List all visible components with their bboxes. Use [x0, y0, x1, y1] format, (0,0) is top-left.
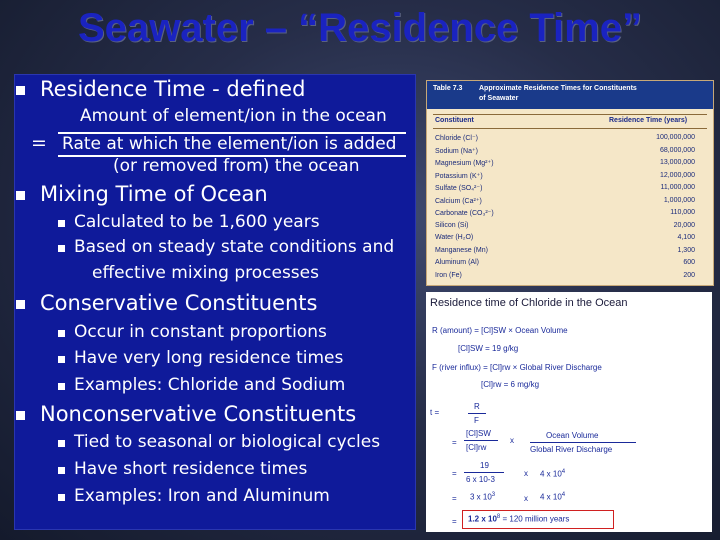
cl-sw: [Cl]SW — [466, 429, 491, 438]
row-constituent: Sodium (Na⁺) — [435, 147, 478, 155]
calc-line-1: R (amount) = [Cl]SW × Ocean Volume — [432, 326, 568, 335]
times-1: x — [510, 436, 514, 445]
table-row — [427, 171, 713, 183]
sub-bullet-square — [58, 245, 65, 252]
bullet-mixing: Mixing Time of Ocean — [40, 182, 268, 206]
row-constituent: Chloride (Cl⁻) — [435, 135, 478, 142]
table-row — [427, 133, 713, 145]
sub-bullet-square — [58, 356, 65, 363]
row-time: 200 — [683, 271, 695, 279]
row-time: 13,000,000 — [659, 159, 695, 166]
six-e-neg3: 6 x 10-3 — [466, 475, 495, 484]
nonconservative-sub-2: Have short residence times — [74, 459, 308, 479]
bullet-square — [16, 300, 25, 309]
row-time: 1,000,000 — [663, 196, 695, 204]
row-time: 11,000,000 — [660, 184, 695, 191]
row-constituent: Manganese (Mn) — [435, 246, 488, 254]
four-e4-b: 4 x $10^4$ — [540, 492, 566, 502]
row-time: 12,000,000 — [659, 171, 695, 179]
sub-bullet-square — [58, 494, 65, 501]
bullet-nonconservative: Nonconservative Constituents — [40, 402, 357, 426]
row-constituent: Water (H₂O) — [435, 234, 474, 241]
table-row — [427, 271, 713, 283]
table-row — [427, 196, 713, 208]
table-header — [427, 81, 713, 109]
table-row — [427, 246, 713, 258]
table-row — [427, 233, 713, 245]
sub-bullet-square — [58, 440, 65, 447]
calc-line-3: F (river influx) = [Cl]rw × Global River Discharge — [432, 363, 602, 372]
table-row — [427, 258, 713, 270]
row-constituent: Silicon (Si) — [435, 221, 469, 229]
result-value: 1.2 x $10^8 = 120$ million years — [468, 514, 570, 524]
table-caption: Approximate Residence Times for Constituents — [479, 85, 637, 92]
row-time: 600 — [683, 259, 695, 266]
table-caption-2: of Seawater — [479, 95, 519, 102]
ocean-volume: Ocean Volume — [546, 431, 599, 440]
row-time: 4,100 — [677, 234, 695, 241]
nonconservative-sub-1: Tied to seasonal or biological cycles — [74, 432, 381, 452]
bullet-residence: Residence Time - defined — [40, 77, 306, 101]
row-constituent: Carbonate (CO₃²⁻) — [435, 210, 494, 217]
sub-bullet-square — [58, 467, 65, 474]
column-constituent: Constituent — [435, 117, 474, 124]
three-e3: 3 x $10^3$ — [470, 492, 496, 502]
row-constituent: Calcium (Ca²⁺) — [435, 197, 482, 205]
slide-title: Seawater – “Residence Time” — [78, 6, 642, 50]
f-symbol: F — [474, 416, 479, 425]
row-constituent: Potassium (K⁺) — [435, 172, 483, 180]
row-time: 110,000 — [670, 209, 695, 216]
four-e4: 4 x $10^4$ — [540, 469, 566, 479]
chloride-calculation — [426, 292, 712, 532]
table-row — [427, 183, 713, 195]
table-row — [427, 158, 713, 170]
equals-4: = — [452, 517, 457, 526]
column-time: Residence Time (years) — [609, 117, 688, 124]
times-3: x — [524, 494, 528, 503]
nineteen: 19 — [480, 461, 489, 470]
t-equals: t = — [430, 408, 440, 417]
bullet-square — [16, 411, 25, 420]
conservative-sub-2: Have very long residence times — [74, 348, 344, 368]
sub-bullet-square — [58, 220, 65, 227]
table-number: Table 7.3 — [433, 85, 463, 92]
row-time: 100,000,000 — [656, 134, 695, 141]
row-time: 68,000,000 — [659, 146, 695, 154]
definition-denominator-1: Rate at which the element/ion is added — [62, 134, 397, 154]
mixing-sub-1: Calculated to be 1,600 years — [74, 212, 320, 232]
row-constituent: Sulfate (SO₄²⁻) — [435, 185, 483, 192]
nonconservative-sub-3: Examples: Iron and Aluminum — [74, 486, 330, 506]
equals-2: = — [452, 469, 457, 478]
mixing-sub-3: effective mixing processes — [92, 263, 319, 283]
row-constituent: Magnesium (Mg²⁺) — [435, 160, 494, 167]
r-symbol: R — [474, 402, 480, 411]
definition-numerator: Amount of element/ion in the ocean — [80, 106, 387, 126]
cl-rw: [Cl]rw — [466, 443, 487, 452]
bullet-square — [16, 191, 25, 200]
table-row — [427, 146, 713, 158]
bullet-conservative: Conservative Constituents — [40, 291, 318, 315]
table-row — [427, 221, 713, 233]
calc-line-2: [Cl]SW = 19 g/kg — [458, 344, 519, 353]
table-row — [427, 208, 713, 220]
residence-table — [426, 80, 714, 286]
times-2: x — [524, 469, 528, 478]
calc-line-4: [Cl]rw = 6 mg/kg — [481, 380, 540, 389]
row-constituent: Aluminum (Al) — [435, 259, 479, 266]
sub-bullet-square — [58, 330, 65, 337]
equals-3: = — [452, 494, 457, 503]
conservative-sub-3: Examples: Chloride and Sodium — [74, 375, 346, 395]
row-constituent: Iron (Fe) — [435, 271, 462, 279]
definition-denominator-2: (or removed from) the ocean — [113, 156, 360, 176]
row-time: 1,300 — [677, 246, 695, 254]
conservative-sub-1: Occur in constant proportions — [74, 322, 327, 342]
calc-heading: Residence time of Chloride in the Ocean — [430, 297, 628, 309]
definition-equals: = — [31, 132, 47, 154]
river-discharge: Global River Discharge — [530, 445, 613, 454]
sub-bullet-square — [58, 383, 65, 390]
mixing-sub-2: Based on steady state conditions and — [74, 237, 395, 257]
equals-1: = — [452, 438, 457, 447]
bullet-square — [16, 86, 25, 95]
row-time: 20,000 — [673, 221, 695, 229]
